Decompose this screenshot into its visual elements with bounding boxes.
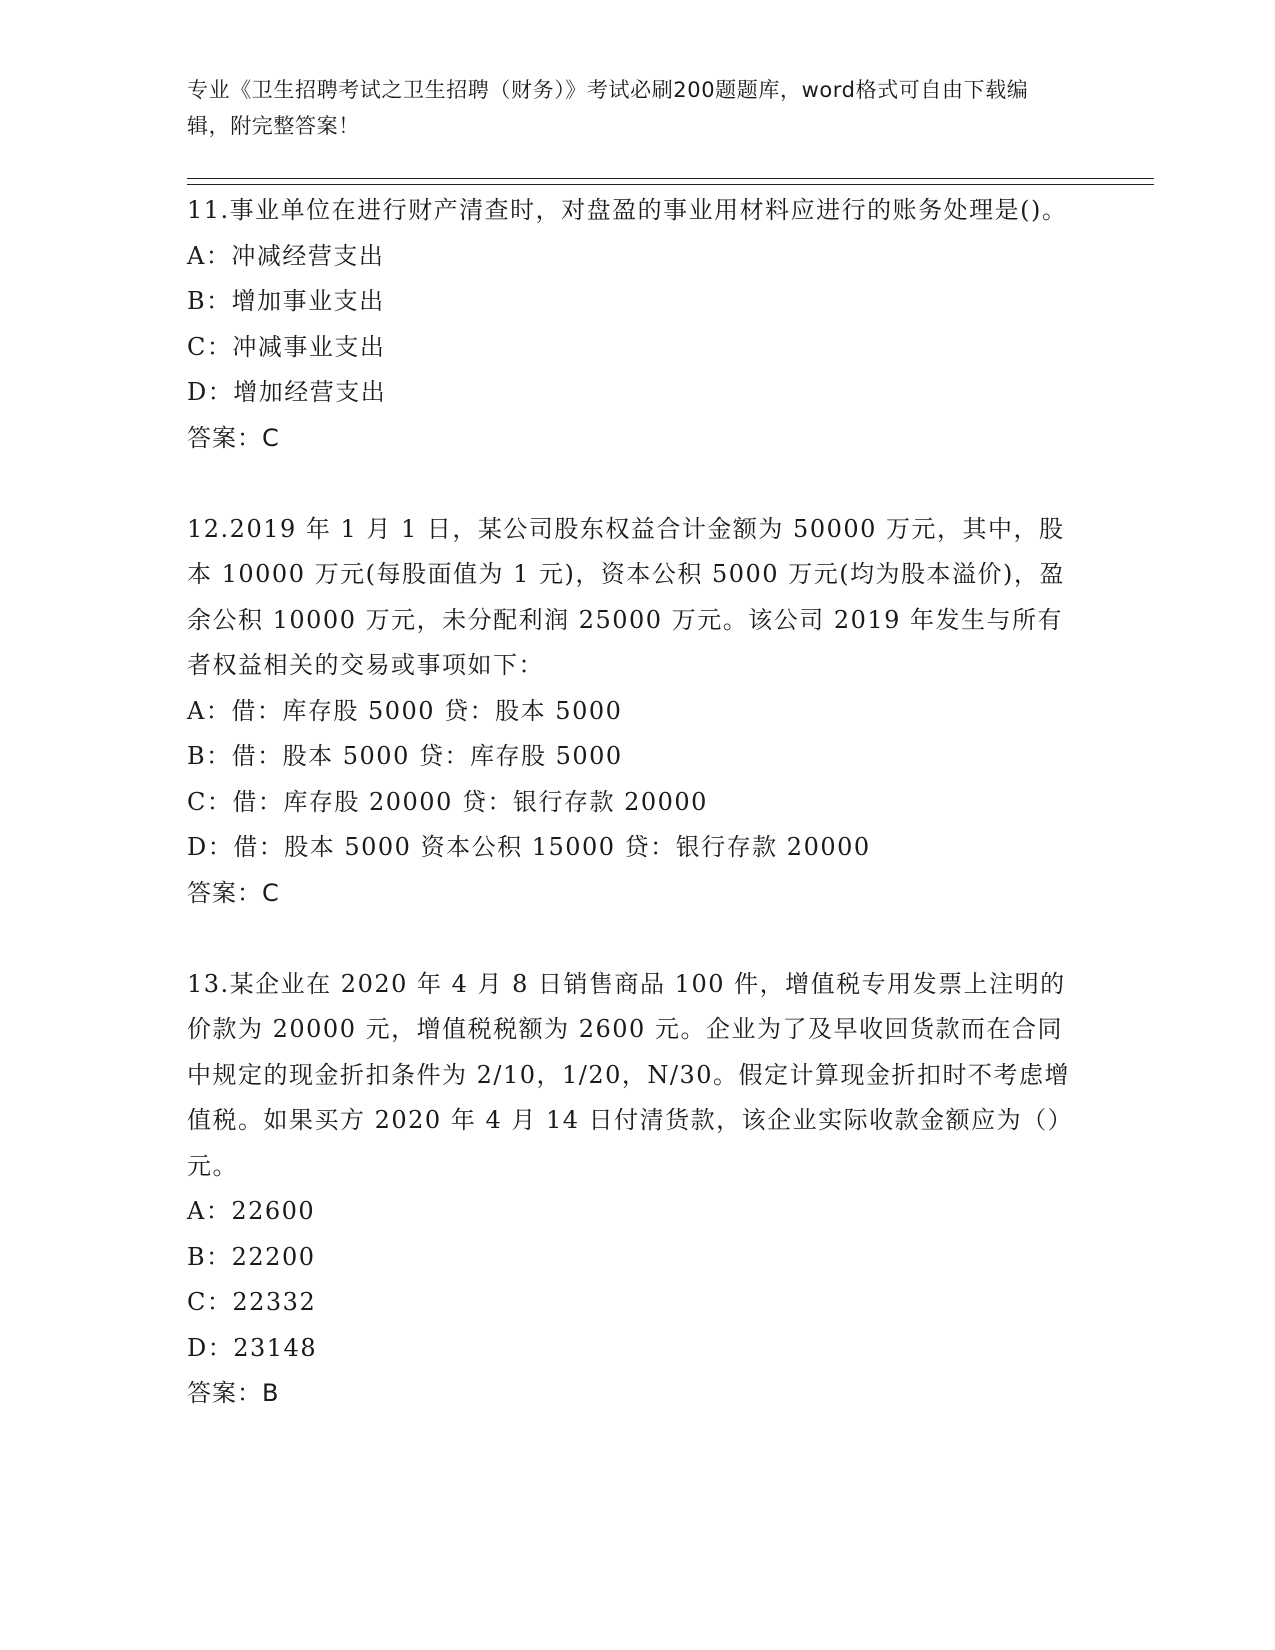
- document-header: 专业《卫生招聘考试之卫生招聘（财务）》考试必刷200题题库，word格式可自由下载编辑，附完整答案！: [187, 78, 1029, 138]
- question-stem: 12.2019 年 1 月 1 日，某公司股东权益合计金额为 50000 万元，其中，股本 10000 万元(每股面值为 1 元)，资本公积 5000 万元(均为股本溢价)，盈余公积 10000 万元，未分配利润 25000 万元。该公司 2019 年发生与所有者权益相关的交易或事项如下：: [187, 514, 1065, 679]
- question-spacer: [187, 916, 1087, 962]
- header-divider-bottom: [187, 184, 1154, 185]
- question-spacer: [187, 461, 1087, 507]
- question-12: [187, 507, 1087, 917]
- question-stem: 13.某企业在 2020 年 4 月 8 日销售商品 100 件，增值税专用发票上注明的价款为 20000 元，增值税税额为 2600 元。企业为了及早收回货款而在合同中规定的现金折扣条件为 2/10，1/20，N/30。假定计算现金折扣时不考虑增值税。如果买方 2020 年 4 月 14 日付清货款，该企业实际收款金额应为（）元。: [187, 969, 1074, 1180]
- option-d: D：借：股本 5000 资本公积 15000 贷：银行存款 20000: [187, 833, 871, 861]
- option-c: C：冲减事业支出: [187, 332, 386, 361]
- question-stem: 11.事业单位在进行财产清查时，对盘盈的事业用材料应进行的账务处理是()。: [187, 196, 1068, 224]
- answer: 答案：C: [187, 423, 280, 452]
- answer: 答案：C: [187, 878, 280, 907]
- question-13: [187, 962, 1087, 1417]
- option-b: B：22200: [187, 1242, 316, 1271]
- option-a: A：22600: [187, 1197, 316, 1225]
- option-d: D：增加经营支出: [187, 378, 387, 406]
- option-d: D：23148: [187, 1333, 318, 1362]
- question-11: [187, 188, 1087, 461]
- question-list: [187, 188, 1087, 1417]
- option-a: A：冲减经营支出: [187, 241, 385, 270]
- option-c: C：借：库存股 20000 贷：银行存款 20000: [187, 787, 708, 816]
- option-b: B：借：股本 5000 贷：库存股 5000: [187, 742, 623, 770]
- answer: 答案：B: [187, 1379, 280, 1407]
- option-b: B：增加事业支出: [187, 287, 385, 315]
- option-a: A：借：库存股 5000 贷：股本 5000: [187, 696, 623, 725]
- header-divider-top: [187, 178, 1154, 179]
- option-c: C：22332: [187, 1288, 317, 1316]
